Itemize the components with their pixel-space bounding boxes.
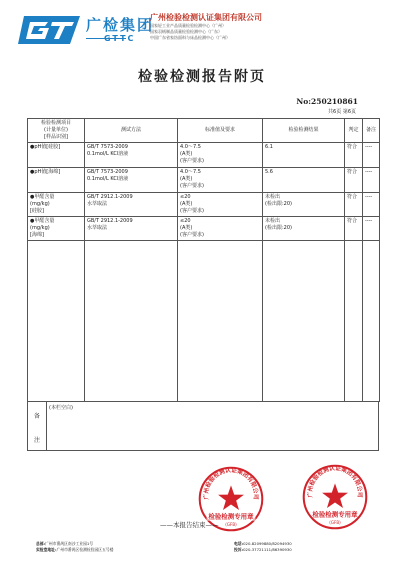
page-title: 检验检测报告附页	[138, 69, 266, 85]
footer-label: 投诉:	[234, 547, 244, 552]
table-row	[28, 168, 380, 193]
header-method: 测试方法	[85, 119, 178, 143]
cell-remark: ----	[363, 217, 380, 241]
cell-standard-line: (A类)	[180, 225, 193, 231]
cell-method-line: 水萃取法	[87, 225, 108, 231]
cell-result-line: (检出限:20)	[265, 225, 292, 231]
cell-item-line: (mg/kg)	[30, 225, 50, 231]
cell-judgement: 符合	[345, 193, 363, 217]
cell-standard	[178, 217, 263, 241]
footer-value: 020-82099880/82094930	[243, 541, 292, 546]
cell-method-line: 水萃取法	[87, 201, 108, 207]
cell-standard	[178, 193, 263, 217]
cell-standard-line: (A类)	[180, 151, 193, 157]
cell-result-line: 未检出	[265, 218, 281, 224]
header-standard: 标准值及要求	[178, 119, 263, 143]
cell-remark: ----	[363, 168, 380, 193]
cell-method-line: GB/T 2912.1-2009	[87, 194, 133, 200]
header-remark: 备注	[363, 119, 380, 143]
cell-method-line: GB/T 7573-2009	[87, 169, 128, 175]
footer-label: 实验室地址:	[36, 547, 57, 552]
header-item-line: [样品识别]	[44, 134, 68, 140]
cell-standard-line: (客户要求)	[180, 158, 204, 164]
remarks-text: (本栏空白)	[49, 405, 73, 411]
cell-item	[28, 143, 85, 168]
cell-standard-line: (A类)	[180, 201, 193, 207]
seal-star-icon	[218, 485, 244, 510]
cell-item	[28, 168, 85, 193]
cell-result	[263, 217, 345, 241]
report-number: No:250210861	[296, 97, 358, 106]
brand-abbrev: GTTC	[104, 34, 136, 43]
footer-value: 广州市番禺区南沙工业园1号	[45, 541, 94, 546]
cell-item-line: ●pH值[海绵]	[30, 169, 61, 175]
remarks-label-top: 备	[34, 413, 41, 420]
remarks-label	[28, 402, 47, 450]
cell-standard-line: (客户要求)	[180, 208, 204, 214]
cell-blank	[345, 241, 363, 402]
cell-method-line: GB/T 2912.1-2009	[87, 218, 133, 224]
cell-standard-line: (A类)	[180, 176, 193, 182]
cell-standard-line: 4.0～7.5	[180, 144, 201, 150]
cell-result-line: 未检出	[265, 194, 281, 200]
cell-result	[263, 143, 345, 168]
cell-method	[85, 168, 178, 193]
table-row	[28, 193, 380, 217]
cell-item-line: ●甲醛含量	[30, 194, 55, 200]
cell-result-line: 6.1	[265, 144, 273, 150]
cell-blank	[363, 241, 380, 402]
cell-standard-line: (客户要求)	[180, 232, 204, 238]
org-line: 中国广东省家纺面料与床品检测中心（广州）	[150, 35, 230, 40]
cell-judgement: 符合	[345, 168, 363, 193]
seal-band-text: 检验检测专用章	[208, 512, 254, 521]
brand-name: 广检集团	[86, 16, 155, 34]
cell-method-line: 0.1mol/L KCl溶液	[87, 151, 129, 157]
cell-standard	[178, 168, 263, 193]
cell-judgement: 符合	[345, 217, 363, 241]
seal-arc-text: 广州检验检测认证集团有限公司	[307, 465, 363, 498]
footer-label: 电话:	[234, 541, 244, 546]
cell-item-line: [海绵]	[30, 232, 44, 238]
cell-standard	[178, 143, 263, 168]
cell-item-line: [硅胶]	[30, 208, 44, 214]
org-line: 国家羽绒制品质量检验检测中心（广东）	[150, 29, 222, 34]
cell-item-line: (mg/kg)	[30, 201, 50, 207]
seal-code: (GFB)	[225, 522, 237, 528]
seal-band-text: 检验检测专用章	[312, 510, 358, 519]
org-name: 广州检验检测认证集团有限公司	[150, 13, 262, 22]
results-table	[27, 118, 380, 402]
cell-method	[85, 193, 178, 217]
footer-right	[234, 541, 292, 553]
seal-star-icon	[322, 483, 348, 508]
cell-standard-line: 4.0～7.5	[180, 169, 201, 175]
gttc-logo-icon	[18, 12, 84, 48]
cell-standard-line: ≤20	[180, 194, 191, 200]
cell-judgement: 符合	[345, 143, 363, 168]
cell-item-line: ●甲醛含量	[30, 218, 55, 224]
cell-remark: ----	[363, 143, 380, 168]
cell-blank	[85, 241, 178, 402]
header-result: 检验检测结果	[263, 119, 345, 143]
remarks-label-bottom: 注	[34, 437, 41, 444]
footer-lab	[36, 547, 113, 553]
cell-blank	[263, 241, 345, 402]
cell-standard-line: (客户要求)	[180, 183, 204, 189]
footer-label: 总部:	[36, 541, 46, 546]
report-end-note: ——本报告结束——	[160, 521, 219, 529]
footer-value: 广州市番禺区检测检验园区五号楼	[56, 547, 114, 552]
cell-standard-line: ≤20	[180, 218, 191, 224]
header-item-line: (计量单位)	[44, 127, 68, 133]
cell-blank	[178, 241, 263, 402]
cell-item	[28, 193, 85, 217]
cell-blank	[28, 241, 85, 402]
table-blank-row	[28, 241, 380, 402]
cell-item	[28, 217, 85, 241]
cell-method-line: 0.1mol/L KCl溶液	[87, 176, 129, 182]
cell-method	[85, 143, 178, 168]
cell-result-line: (检出限:20)	[265, 201, 292, 207]
footer-value: 020-37721111/86390930	[243, 547, 292, 552]
footer-left	[36, 541, 113, 553]
cell-result-line: 5.6	[265, 169, 273, 175]
cell-result	[263, 168, 345, 193]
cell-result	[263, 193, 345, 217]
seal-arc-text: 广州检验检测认证集团有限公司	[203, 467, 259, 500]
cell-method-line: GB/T 7573-2009	[87, 144, 128, 150]
header-item-line: 检验检测项目	[40, 120, 71, 126]
header-item	[28, 119, 85, 143]
footer-complaint	[234, 547, 292, 553]
page-info: 共6页 第6页	[328, 109, 356, 115]
official-seal	[301, 463, 369, 531]
cell-remark: ----	[363, 193, 380, 217]
remarks-box	[27, 401, 379, 451]
seal-code: (GFB)	[329, 520, 341, 526]
header-judgement: 判定	[345, 119, 363, 143]
org-line: 国家轻工业产品质量检验检测中心（广州）	[150, 23, 226, 28]
cell-method	[85, 217, 178, 241]
table-row	[28, 143, 380, 168]
table-row	[28, 217, 380, 241]
org-info	[150, 13, 262, 41]
table-header-row	[28, 119, 380, 143]
cell-item-line: ●pH值[硅胶]	[30, 144, 61, 150]
